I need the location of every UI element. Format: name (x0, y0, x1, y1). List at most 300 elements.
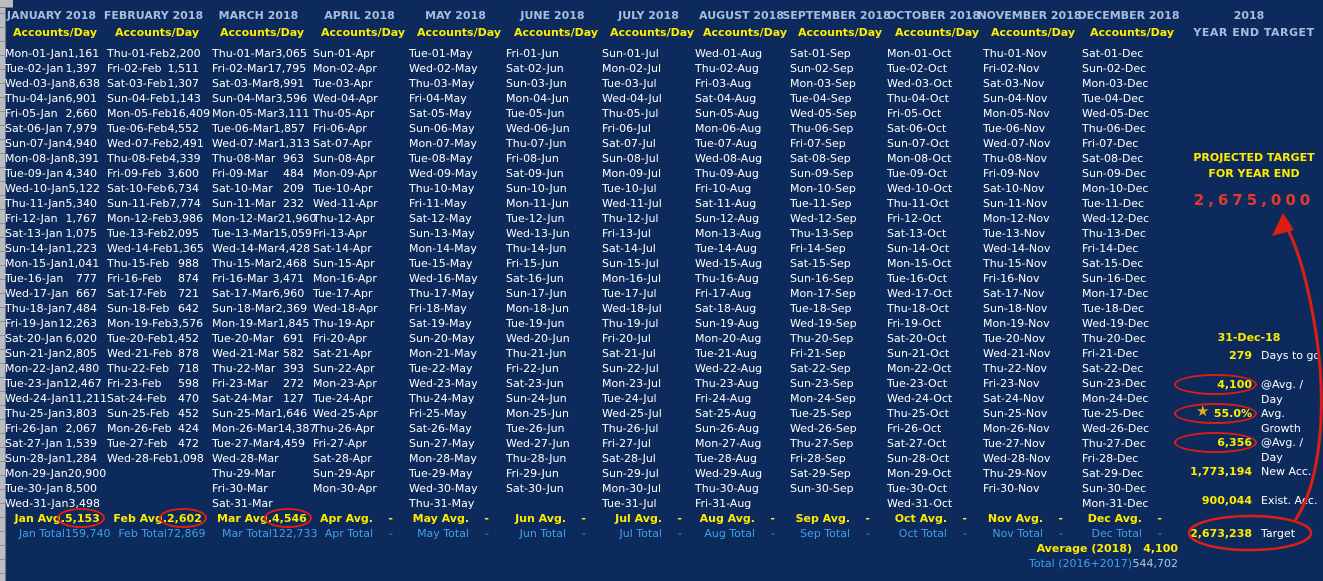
value-cell[interactable]: 2,491 (172, 137, 204, 150)
date-cell[interactable]: Sun-14-Jan (5, 242, 66, 255)
date-cell[interactable]: Wed-28-Feb (107, 452, 173, 465)
date-cell[interactable]: Sun-02-Sep (790, 62, 854, 75)
value-cell[interactable] (598, 61, 599, 76)
month-total-value[interactable]: - (866, 527, 870, 540)
date-cell[interactable]: Mon-01-Jan (5, 47, 68, 60)
date-cell[interactable]: Sat-27-Jan (5, 437, 63, 450)
date-cell[interactable]: Mon-29-Jan (5, 467, 68, 480)
date-cell[interactable]: Wed-05-Dec (1082, 107, 1150, 120)
value-cell[interactable] (1174, 451, 1175, 466)
value-cell[interactable]: 4,552 (167, 122, 199, 135)
date-cell[interactable]: Thu-28-Jun (506, 452, 567, 465)
value-cell[interactable]: 642 (178, 302, 199, 315)
value-cell[interactable] (405, 406, 406, 421)
date-cell[interactable]: Mon-28-May (409, 452, 477, 465)
value-cell[interactable] (979, 316, 980, 331)
accounts-per-day-label[interactable]: Accounts/Day (1090, 26, 1174, 39)
value-cell[interactable]: 3,576 (171, 317, 204, 330)
value-cell[interactable] (598, 301, 599, 316)
value-cell[interactable] (1075, 121, 1076, 136)
value-cell[interactable] (501, 241, 502, 256)
month-total-label[interactable]: Nov Total (992, 527, 1043, 540)
date-cell[interactable]: Sun-09-Dec (1082, 167, 1147, 180)
value-cell[interactable] (787, 316, 788, 331)
month-avg-label[interactable]: Jan Avg. (14, 512, 65, 525)
value-cell[interactable]: 2,805 (65, 347, 97, 360)
value-cell[interactable] (501, 316, 502, 331)
date-cell[interactable]: Tue-08-May (409, 152, 473, 165)
value-cell[interactable]: 452 (178, 407, 199, 420)
date-cell[interactable]: Mon-14-May (409, 242, 477, 255)
value-cell[interactable] (598, 211, 599, 226)
month-avg-label[interactable]: Oct Avg. (894, 512, 947, 525)
panel-value-avg-day[interactable]: 4,100 (1185, 377, 1252, 392)
date-cell[interactable]: Sun-15-Apr (313, 257, 375, 270)
value-cell[interactable] (979, 271, 980, 286)
date-cell[interactable]: Thu-22-Nov (983, 362, 1048, 375)
month-total-row[interactable] (5, 526, 111, 541)
value-cell[interactable] (501, 271, 502, 286)
date-cell[interactable]: Sun-08-Jul (602, 152, 659, 165)
date-cell[interactable]: Fri-02-Nov (983, 62, 1040, 75)
date-cell[interactable]: Thu-11-Oct (887, 197, 949, 210)
date-cell[interactable]: Fri-05-Oct (887, 107, 942, 120)
date-cell[interactable]: Wed-21-Nov (983, 347, 1051, 360)
value-cell[interactable] (501, 346, 502, 361)
month-total-label[interactable]: Aug Total (704, 527, 755, 540)
value-cell[interactable] (979, 76, 980, 91)
date-cell[interactable]: Wed-08-Aug (695, 152, 763, 165)
date-cell[interactable]: Sun-28-Jan (5, 452, 66, 465)
value-cell[interactable] (979, 226, 980, 241)
month-avg-row[interactable] (409, 511, 502, 526)
date-cell[interactable]: Mon-25-Jun (506, 407, 569, 420)
date-cell[interactable]: Thu-05-Jul (602, 107, 659, 120)
date-cell[interactable]: Fri-23-Feb (107, 377, 162, 390)
date-cell[interactable]: Fri-14-Dec (1082, 242, 1139, 255)
date-cell[interactable]: Fri-28-Dec (1082, 452, 1139, 465)
value-cell[interactable]: 127 (283, 392, 304, 405)
value-cell[interactable] (598, 361, 599, 376)
value-cell[interactable]: 484 (283, 167, 304, 180)
date-cell[interactable]: Wed-25-Apr (313, 407, 378, 420)
date-cell[interactable]: Sat-28-Apr (313, 452, 372, 465)
date-cell[interactable]: Sun-22-Apr (313, 362, 375, 375)
date-cell[interactable]: Fri-05-Jan (5, 107, 58, 120)
date-cell[interactable]: Wed-14-Nov (983, 242, 1051, 255)
value-cell[interactable] (501, 151, 502, 166)
value-cell[interactable] (1174, 106, 1175, 121)
value-cell[interactable] (1075, 451, 1076, 466)
date-cell[interactable]: Wed-24-Oct (887, 392, 953, 405)
date-cell[interactable]: Mon-16-Jul (602, 272, 662, 285)
month-avg-label[interactable]: Mar Avg. (217, 512, 272, 525)
value-cell[interactable] (787, 91, 788, 106)
date-cell[interactable]: Tue-02-Oct (887, 62, 948, 75)
date-cell[interactable]: Sun-01-Apr (313, 47, 375, 60)
date-cell[interactable]: Wed-20-Jun (506, 332, 570, 345)
value-cell[interactable] (787, 331, 788, 346)
value-cell[interactable]: 1,284 (65, 452, 97, 465)
month-avg-row[interactable] (107, 511, 200, 526)
value-cell[interactable] (405, 91, 406, 106)
value-cell[interactable]: 1,539 (65, 437, 97, 450)
value-cell[interactable] (405, 421, 406, 436)
date-cell[interactable]: Sun-14-Oct (887, 242, 950, 255)
value-cell[interactable] (598, 166, 599, 181)
date-cell[interactable]: Mon-15-Jan (5, 257, 68, 270)
value-cell[interactable] (787, 496, 788, 511)
date-cell[interactable]: Mon-15-Oct (887, 257, 952, 270)
value-cell[interactable] (1174, 301, 1175, 316)
date-cell[interactable]: Mon-29-Oct (887, 467, 952, 480)
date-cell[interactable]: Thu-29-Mar (212, 467, 276, 480)
month-total-row[interactable] (313, 526, 406, 541)
value-cell[interactable] (598, 241, 599, 256)
value-cell[interactable]: 718 (178, 362, 199, 375)
date-cell[interactable]: Thu-09-Aug (695, 167, 759, 180)
panel-row-avg-day[interactable] (1185, 377, 1323, 406)
value-cell[interactable] (1075, 61, 1076, 76)
date-cell[interactable]: Tue-04-Dec (1082, 92, 1145, 105)
value-cell[interactable] (787, 421, 788, 436)
date-cell[interactable]: Sat-23-Jun (506, 377, 564, 390)
date-cell[interactable]: Mon-26-Feb (107, 422, 172, 435)
value-cell[interactable] (501, 61, 502, 76)
date-cell[interactable]: Mon-31-Dec (1082, 497, 1149, 510)
date-cell[interactable]: Fri-09-Nov (983, 167, 1040, 180)
date-cell[interactable]: Tue-06-Nov (983, 122, 1046, 135)
date-cell[interactable]: Sun-12-Aug (695, 212, 760, 225)
value-cell[interactable] (1174, 331, 1175, 346)
date-cell[interactable]: Sun-25-Nov (983, 407, 1048, 420)
panel-title[interactable]: YEAR END TARGET (1193, 26, 1315, 39)
month-avg-value[interactable]: - (962, 512, 967, 525)
value-cell[interactable] (598, 451, 599, 466)
total-2016-2017-row[interactable] (932, 556, 1178, 571)
date-cell[interactable]: Mon-30-Jul (602, 482, 662, 495)
date-cell[interactable]: Tue-11-Sep (790, 197, 852, 210)
panel-value-new-acc[interactable]: 1,773,194 (1190, 465, 1252, 478)
date-cell[interactable]: Sat-29-Sep (790, 467, 851, 480)
date-cell[interactable]: Tue-31-Jul (602, 497, 657, 510)
month-avg-label[interactable]: Nov Avg. (987, 512, 1043, 525)
value-cell[interactable] (405, 106, 406, 121)
date-cell[interactable]: Thu-10-May (409, 182, 475, 195)
month-total-label[interactable]: May Total (417, 527, 469, 540)
month-total-value[interactable]: - (963, 527, 967, 540)
date-cell[interactable]: Sun-16-Dec (1082, 272, 1147, 285)
date-cell[interactable]: Tue-24-Apr (313, 392, 373, 405)
date-cell[interactable]: Sat-12-May (409, 212, 472, 225)
date-cell[interactable]: Thu-22-Mar (212, 362, 276, 375)
panel-value-avg-day[interactable]: 6,356 (1185, 435, 1252, 450)
value-cell[interactable] (501, 376, 502, 391)
month-total-value[interactable]: - (582, 527, 586, 540)
date-cell[interactable]: Thu-26-Apr (313, 422, 375, 435)
value-cell[interactable] (882, 301, 883, 316)
value-cell[interactable]: 3,596 (275, 92, 308, 105)
value-cell[interactable]: 1,452 (167, 332, 199, 345)
date-cell[interactable]: Fri-18-May (409, 302, 467, 315)
value-cell[interactable] (882, 76, 883, 91)
date-cell[interactable]: Mon-12-Mar (212, 212, 278, 225)
month-avg-row[interactable] (313, 511, 406, 526)
total-2016-2017-label[interactable]: Total (2016+2017) (1029, 557, 1132, 570)
date-cell[interactable]: Sun-04-Nov (983, 92, 1048, 105)
value-cell[interactable] (1075, 241, 1076, 256)
value-cell[interactable] (979, 376, 980, 391)
date-cell[interactable]: Tue-26-Jun (506, 422, 565, 435)
date-cell[interactable]: Thu-19-Jul (602, 317, 659, 330)
date-cell[interactable]: Fri-07-Sep (790, 137, 846, 150)
value-cell[interactable] (304, 481, 305, 496)
date-cell[interactable]: Sat-21-Jul (602, 347, 656, 360)
date-cell[interactable]: Thu-12-Jul (602, 212, 659, 225)
date-cell[interactable]: Tue-20-Feb (107, 332, 168, 345)
date-cell[interactable]: Wed-19-Sep (790, 317, 857, 330)
date-cell[interactable]: Sun-20-May (409, 332, 475, 345)
month-avg-value[interactable]: - (388, 512, 393, 525)
value-cell[interactable] (1174, 151, 1175, 166)
value-cell[interactable] (1174, 181, 1175, 196)
value-cell[interactable]: 8,991 (272, 77, 305, 90)
value-cell[interactable] (501, 166, 502, 181)
value-cell[interactable] (1075, 436, 1076, 451)
date-cell[interactable]: Mon-22-Jan (5, 362, 68, 375)
value-cell[interactable] (1075, 361, 1076, 376)
date-cell[interactable]: Mon-30-Apr (313, 482, 377, 495)
date-cell[interactable]: Sun-04-Mar (212, 92, 276, 105)
date-cell[interactable]: Wed-26-Sep (790, 422, 857, 435)
accounts-per-day-label[interactable]: Accounts/Day (895, 26, 979, 39)
value-cell[interactable] (1174, 496, 1175, 511)
value-cell[interactable] (1174, 61, 1175, 76)
value-cell[interactable]: 20,900 (67, 467, 107, 480)
value-cell[interactable] (882, 331, 883, 346)
accounts-per-day-label[interactable]: Accounts/Day (991, 26, 1075, 39)
date-cell[interactable]: Sat-16-Jun (506, 272, 564, 285)
value-cell[interactable] (1174, 421, 1175, 436)
value-cell[interactable]: 691 (283, 332, 304, 345)
date-cell[interactable]: Tue-28-Aug (695, 452, 757, 465)
date-cell[interactable]: Sat-09-Jun (506, 167, 564, 180)
month-total-row[interactable] (1082, 526, 1175, 541)
value-cell[interactable] (501, 481, 502, 496)
date-cell[interactable]: Tue-14-Aug (695, 242, 757, 255)
value-cell[interactable] (882, 421, 883, 436)
value-cell[interactable] (1075, 46, 1076, 61)
date-cell[interactable]: Sat-10-Mar (212, 182, 273, 195)
value-cell[interactable] (787, 196, 788, 211)
month-avg-value[interactable]: - (484, 512, 489, 525)
value-cell[interactable] (501, 181, 502, 196)
date-cell[interactable]: Mon-19-Mar (212, 317, 278, 330)
value-cell[interactable]: 6,901 (65, 92, 97, 105)
date-cell[interactable]: Sun-11-Feb (107, 197, 170, 210)
value-cell[interactable] (405, 391, 406, 406)
value-cell[interactable]: 470 (178, 392, 199, 405)
value-cell[interactable] (1075, 226, 1076, 241)
date-cell[interactable]: Wed-29-Aug (695, 467, 763, 480)
month-avg-row[interactable] (983, 511, 1076, 526)
value-cell[interactable]: 2,095 (167, 227, 199, 240)
date-cell[interactable]: Fri-03-Aug (695, 77, 752, 90)
value-cell[interactable] (501, 91, 502, 106)
value-cell[interactable] (882, 286, 883, 301)
month-total-row[interactable] (695, 526, 788, 541)
value-cell[interactable] (1075, 271, 1076, 286)
date-cell[interactable]: Tue-29-May (409, 467, 473, 480)
month-total-value[interactable]: - (389, 527, 393, 540)
value-cell[interactable] (405, 361, 406, 376)
value-cell[interactable] (304, 451, 305, 466)
month-avg-value[interactable]: - (677, 512, 682, 525)
value-cell[interactable]: 1,098 (172, 452, 204, 465)
month-avg-label[interactable]: Apr Avg. (320, 512, 373, 525)
value-cell[interactable]: 232 (283, 197, 304, 210)
date-cell[interactable]: Fri-28-Sep (790, 452, 846, 465)
value-cell[interactable] (501, 211, 502, 226)
date-cell[interactable]: Tue-03-Jul (602, 77, 657, 90)
date-cell[interactable]: Wed-02-May (409, 62, 478, 75)
panel-row-days-to-go[interactable] (1185, 348, 1323, 363)
date-cell[interactable]: Sat-05-May (409, 107, 472, 120)
value-cell[interactable] (882, 46, 883, 61)
date-cell[interactable]: Tue-27-Mar (212, 437, 274, 450)
date-cell[interactable]: Wed-19-Dec (1082, 317, 1150, 330)
value-cell[interactable]: 472 (178, 437, 199, 450)
date-cell[interactable]: Sat-31-Mar (212, 497, 273, 510)
month-total-label[interactable]: Oct Total (898, 527, 947, 540)
date-cell[interactable]: Wed-13-Jun (506, 227, 570, 240)
date-cell[interactable]: Sun-23-Dec (1082, 377, 1147, 390)
date-cell[interactable]: Thu-18-Oct (887, 302, 949, 315)
value-cell[interactable] (979, 286, 980, 301)
date-cell[interactable]: Sun-21-Jan (5, 347, 66, 360)
average-2018-label[interactable]: Average (2018) (1036, 542, 1132, 555)
value-cell[interactable]: 209 (283, 182, 304, 195)
month-total-row[interactable] (983, 526, 1076, 541)
value-cell[interactable] (979, 241, 980, 256)
value-cell[interactable] (598, 256, 599, 271)
date-cell[interactable]: Mon-24-Sep (790, 392, 856, 405)
value-cell[interactable] (405, 166, 406, 181)
date-cell[interactable]: Fri-31-Aug (695, 497, 752, 510)
value-cell[interactable] (501, 136, 502, 151)
value-cell[interactable] (882, 61, 883, 76)
value-cell[interactable] (1075, 481, 1076, 496)
value-cell[interactable] (501, 301, 502, 316)
date-cell[interactable]: Sat-14-Jul (602, 242, 656, 255)
value-cell[interactable]: 3,471 (272, 272, 304, 285)
date-cell[interactable]: Sat-08-Dec (1082, 152, 1144, 165)
value-cell[interactable]: 1,511 (167, 62, 199, 75)
date-cell[interactable]: Sun-18-Mar (212, 302, 276, 315)
date-cell[interactable]: Wed-28-Nov (983, 452, 1051, 465)
date-cell[interactable]: Sat-20-Jan (5, 332, 63, 345)
date-cell[interactable]: Thu-06-Sep (790, 122, 854, 135)
value-cell[interactable] (598, 406, 599, 421)
panel-year[interactable]: 2018 (1233, 9, 1265, 22)
value-cell[interactable] (787, 361, 788, 376)
value-cell[interactable] (979, 466, 980, 481)
month-total-row[interactable] (107, 526, 206, 541)
date-cell[interactable]: Sat-21-Apr (313, 347, 372, 360)
value-cell[interactable] (787, 211, 788, 226)
date-cell[interactable]: Thu-01-Feb (107, 47, 170, 60)
date-cell[interactable]: Tue-05-Jun (506, 107, 565, 120)
date-cell[interactable]: Sat-06-Jan (5, 122, 63, 135)
value-cell[interactable] (787, 346, 788, 361)
month-total-row[interactable] (212, 526, 318, 541)
date-cell[interactable]: Fri-12-Jan (5, 212, 58, 225)
date-cell[interactable]: Wed-17-Oct (887, 287, 953, 300)
value-cell[interactable] (1174, 361, 1175, 376)
panel-row-new-acc[interactable] (1185, 464, 1323, 479)
date-cell[interactable]: Thu-08-Mar (212, 152, 276, 165)
date-cell[interactable]: Tue-17-Apr (313, 287, 373, 300)
value-cell[interactable] (787, 451, 788, 466)
date-cell[interactable]: Wed-21-Feb (107, 347, 173, 360)
value-cell[interactable] (1174, 466, 1175, 481)
date-cell[interactable]: Sat-27-Oct (887, 437, 947, 450)
value-cell[interactable]: 6,734 (167, 182, 199, 195)
value-cell[interactable] (787, 376, 788, 391)
date-cell[interactable]: Sun-30-Dec (1082, 482, 1147, 495)
month-total-row[interactable] (790, 526, 883, 541)
date-cell[interactable]: Tue-25-Dec (1082, 407, 1145, 420)
value-cell[interactable] (1075, 136, 1076, 151)
month-avg-row[interactable] (695, 511, 788, 526)
value-cell[interactable] (1075, 76, 1076, 91)
value-cell[interactable] (405, 196, 406, 211)
month-total-value[interactable]: 122,733 (272, 527, 318, 540)
date-cell[interactable]: Thu-15-Mar (212, 257, 276, 270)
value-cell[interactable] (1174, 136, 1175, 151)
value-cell[interactable] (882, 391, 883, 406)
value-cell[interactable]: 2,369 (275, 302, 308, 315)
date-cell[interactable]: Tue-03-Apr (313, 77, 373, 90)
value-cell[interactable] (405, 121, 406, 136)
value-cell[interactable]: 17,795 (267, 62, 307, 75)
date-cell[interactable]: Wed-31-Oct (887, 497, 953, 510)
month-total-value[interactable]: - (771, 527, 775, 540)
value-cell[interactable] (501, 196, 502, 211)
date-cell[interactable]: Fri-02-Mar (212, 62, 268, 75)
date-cell[interactable]: Thu-27-Dec (1082, 437, 1146, 450)
value-cell[interactable] (405, 466, 406, 481)
value-cell[interactable] (979, 331, 980, 346)
value-cell[interactable] (598, 481, 599, 496)
date-cell[interactable]: Tue-07-Aug (695, 137, 757, 150)
date-cell[interactable]: Tue-19-Jun (506, 317, 565, 330)
value-cell[interactable]: 424 (178, 422, 199, 435)
date-cell[interactable]: Thu-15-Feb (107, 257, 170, 270)
value-cell[interactable] (405, 241, 406, 256)
value-cell[interactable] (501, 46, 502, 61)
accounts-per-day-label[interactable]: Accounts/Day (13, 26, 97, 39)
date-cell[interactable]: Fri-17-Aug (695, 287, 752, 300)
accounts-per-day-label[interactable]: Accounts/Day (321, 26, 405, 39)
date-cell[interactable]: Tue-20-Mar (212, 332, 274, 345)
value-cell[interactable] (1075, 346, 1076, 361)
value-cell[interactable] (787, 61, 788, 76)
value-cell[interactable] (598, 271, 599, 286)
value-cell[interactable] (1174, 91, 1175, 106)
date-cell[interactable]: Wed-07-Nov (983, 137, 1051, 150)
value-cell[interactable]: 393 (283, 362, 304, 375)
